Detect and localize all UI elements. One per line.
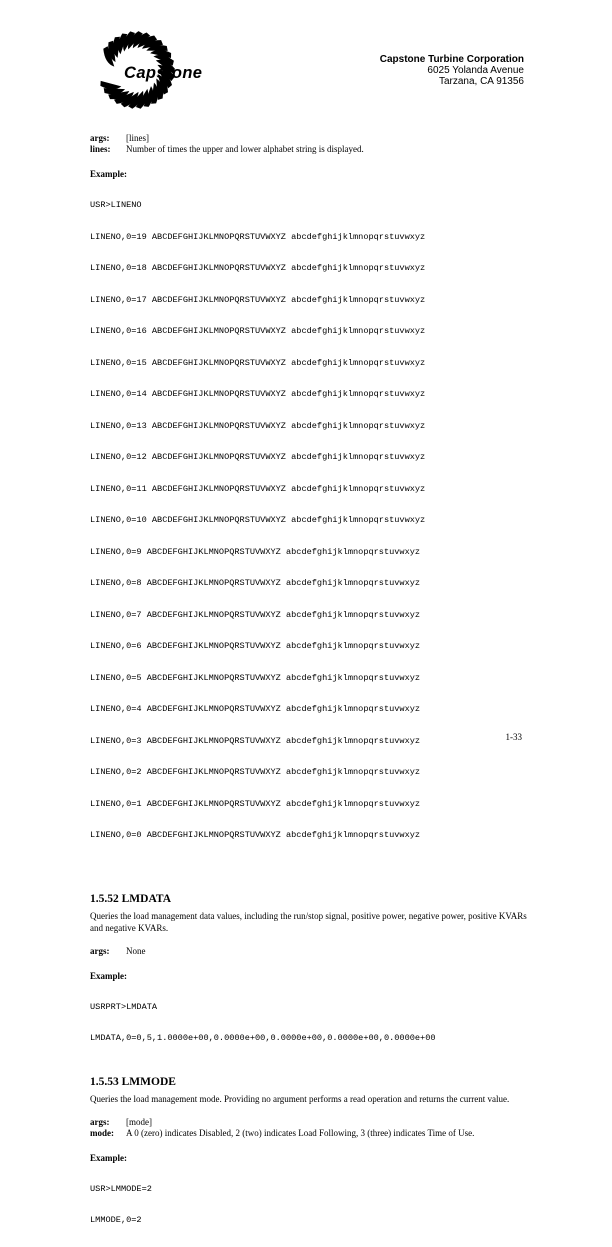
- lmmode-args-row: [90, 1117, 530, 1128]
- company-name: Capstone Turbine Corporation: [379, 54, 524, 65]
- lines-row: [90, 144, 530, 155]
- code-line: LINENO,0=4 ABCDEFGHIJKLMNOPQRSTUVWXYZ abcdefghijklmnopqrstuvwxyz: [90, 704, 421, 714]
- args-label: args:: [90, 133, 110, 143]
- code-line: LINENO,0=11 ABCDEFGHIJKLMNOPQRSTUVWXYZ abcdefghijklmnopqrstuvwxyz: [90, 483, 426, 494]
- lmmode-description: Queries the load management mode. Providing no argument performs a read operation and returns the current value.: [90, 1093, 510, 1104]
- swirl-blade: [100, 81, 121, 90]
- logo-text: Capstone: [124, 64, 203, 82]
- code-line: LINENO,0=14 ABCDEFGHIJKLMNOPQRSTUVWXYZ abcdefghijklmnopqrstuvwxyz: [90, 389, 426, 399]
- code-line: LINENO,0=7 ABCDEFGHIJKLMNOPQRSTUVWXYZ abcdefghijklmnopqrstuvwxyz: [90, 609, 421, 620]
- lines-value: Number of times the upper and lower alphabet string is displayed.: [126, 144, 364, 154]
- args-label: args:: [90, 1116, 110, 1127]
- example-label: Example:: [90, 1152, 127, 1163]
- code-line: LINENO,0=15 ABCDEFGHIJKLMNOPQRSTUVWXYZ abcdefghijklmnopqrstuvwxyz: [90, 357, 426, 368]
- section-heading-lmmode: 1.5.53 LMMODE: [90, 1075, 176, 1088]
- code-line: LINENO,0=13 ABCDEFGHIJKLMNOPQRSTUVWXYZ abcdefghijklmnopqrstuvwxyz: [90, 420, 426, 431]
- code-line: LINENO,0=1 ABCDEFGHIJKLMNOPQRSTUVWXYZ abcdefghijklmnopqrstuvwxyz: [90, 798, 421, 809]
- code-line: LINENO,0=6 ABCDEFGHIJKLMNOPQRSTUVWXYZ abcdefghijklmnopqrstuvwxyz: [90, 641, 421, 651]
- code-block-lmdata: [90, 981, 530, 1065]
- address-line-2: Tarzana, CA 91356: [438, 76, 524, 87]
- args-value: [mode]: [126, 1116, 152, 1127]
- code-line: LINENO,0=8 ABCDEFGHIJKLMNOPQRSTUVWXYZ abcdefghijklmnopqrstuvwxyz: [90, 578, 421, 588]
- mode-label: mode:: [90, 1127, 114, 1138]
- code-block-lmmode: [90, 1163, 530, 1247]
- code-line: LMDATA,0=0,5,1.0000e+00,0.0000e+00,0.0000e+00,0.0000e+00,0.0000e+00: [90, 1033, 436, 1043]
- code-line: LINENO,0=17 ABCDEFGHIJKLMNOPQRSTUVWXYZ abcdefghijklmnopqrstuvwxyz: [90, 294, 426, 305]
- args-value: [lines]: [126, 133, 149, 143]
- section-heading-lmdata: 1.5.52 LMDATA: [90, 892, 172, 905]
- code-line: LINENO,0=0 ABCDEFGHIJKLMNOPQRSTUVWXYZ abcdefghijklmnopqrstuvwxyz: [90, 830, 421, 840]
- code-line: USR>LINENO: [90, 200, 142, 210]
- code-line: LINENO,0=2 ABCDEFGHIJKLMNOPQRSTUVWXYZ abcdefghijklmnopqrstuvwxyz: [90, 767, 421, 777]
- code-line: LINENO,0=5 ABCDEFGHIJKLMNOPQRSTUVWXYZ abcdefghijklmnopqrstuvwxyz: [90, 672, 421, 683]
- code-line: LINENO,0=3 ABCDEFGHIJKLMNOPQRSTUVWXYZ abcdefghijklmnopqrstuvwxyz: [90, 735, 421, 746]
- args-label: args:: [90, 945, 110, 956]
- address-line-1: 6025 Yolanda Avenue: [427, 65, 524, 76]
- code-line: LINENO,0=9 ABCDEFGHIJKLMNOPQRSTUVWXYZ abcdefghijklmnopqrstuvwxyz: [90, 546, 421, 557]
- code-line: USR>LMMODE=2: [90, 1183, 152, 1194]
- lmdata-description: Queries the load management data values, including the run/stop signal, positive power, negative power, positive KVARs and negative KVARs.: [90, 910, 527, 933]
- code-line: LMMODE,0=2: [90, 1215, 142, 1225]
- code-line: LINENO,0=18 ABCDEFGHIJKLMNOPQRSTUVWXYZ abcdefghijklmnopqrstuvwxyz: [90, 263, 426, 273]
- company-address-block: [380, 54, 524, 87]
- lmmode-mode-row: [90, 1128, 530, 1139]
- mode-value: A 0 (zero) indicates Disabled, 2 (two) indicates Load Following, 3 (three) indicates Time of Use.: [126, 1127, 475, 1138]
- code-line: LINENO,0=16 ABCDEFGHIJKLMNOPQRSTUVWXYZ abcdefghijklmnopqrstuvwxyz: [90, 326, 426, 336]
- code-line: LINENO,0=12 ABCDEFGHIJKLMNOPQRSTUVWXYZ abcdefghijklmnopqrstuvwxyz: [90, 452, 426, 462]
- args-row: [90, 133, 530, 144]
- code-block-lineno: [90, 179, 530, 862]
- code-line: USRPRT>LMDATA: [90, 1001, 158, 1012]
- lmdata-args-row: [90, 946, 530, 957]
- example-label: Example:: [90, 169, 127, 179]
- code-line: LINENO,0=19 ABCDEFGHIJKLMNOPQRSTUVWXYZ abcdefghijklmnopqrstuvwxyz: [90, 231, 426, 242]
- args-value: None: [126, 945, 146, 956]
- example-label: Example:: [90, 970, 127, 981]
- lines-label: lines:: [90, 144, 111, 154]
- page-content: [90, 133, 530, 1247]
- code-line: LINENO,0=10 ABCDEFGHIJKLMNOPQRSTUVWXYZ abcdefghijklmnopqrstuvwxyz: [90, 515, 426, 525]
- page-number: 1-33: [505, 732, 522, 742]
